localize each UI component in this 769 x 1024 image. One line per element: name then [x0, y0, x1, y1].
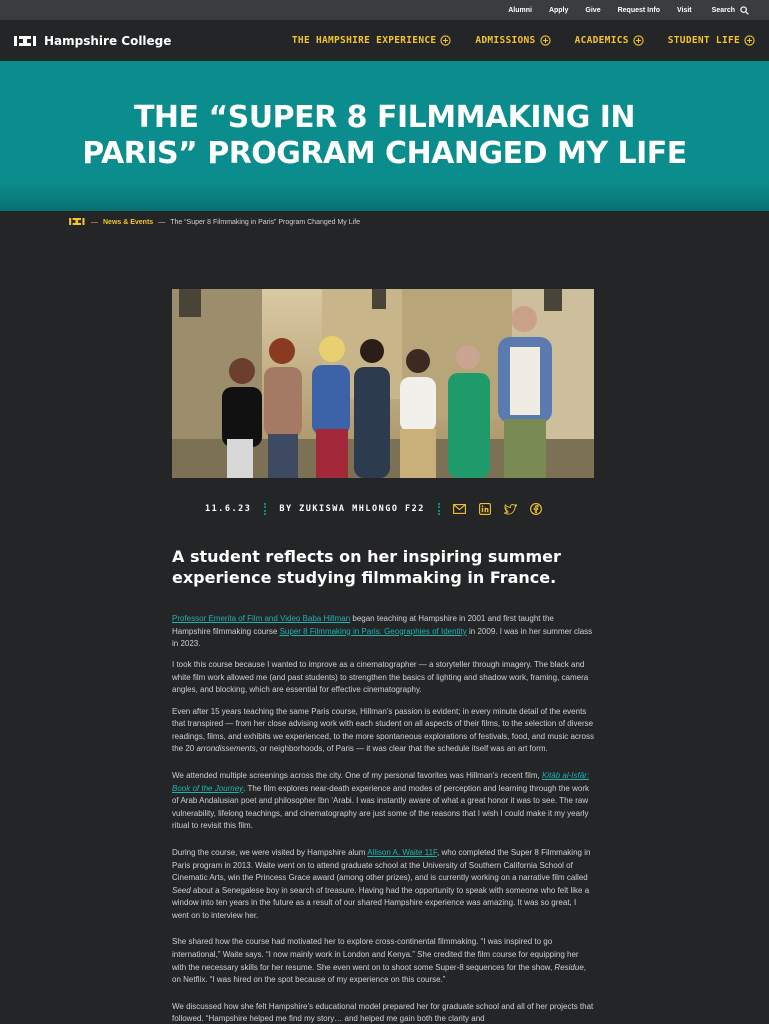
paragraph-text: We attended multiple screenings across the city. One of my personal favorites was Hillman’s recent film, [172, 770, 542, 780]
nav-item-student-life[interactable] [668, 35, 755, 46]
paragraph-text: During the course, we were visited by Hampshire alum [172, 847, 368, 857]
nav-item-label: STUDENT LIFE [667, 35, 740, 46]
plus-circle-icon [540, 35, 551, 46]
breadcrumb [69, 218, 360, 227]
utility-link-alumni[interactable]: Alumni [508, 6, 532, 14]
article-meta [205, 503, 542, 515]
plus-circle-icon [633, 35, 644, 46]
article-paragraph [172, 936, 594, 986]
link-super8-course[interactable]: Super 8 Filmmaking in Paris: Geographies of Identity [279, 626, 467, 636]
plus-circle-icon [744, 35, 755, 46]
paragraph-text: began teaching at Hampshire in 2001 and first taught the Hampshire filmmaking course [172, 614, 554, 636]
paragraph-text: in 2009. I was in her summer class in 2023. [172, 626, 593, 649]
paragraph-text: about a Senegalese boy in search of treasure. Having had the opportunity to speak with someone who felt like a window into ten years in the future as a result of our shared Hampshire experience was amazing. It was so great, I went on to interview her. [172, 885, 590, 920]
breadcrumb-separator: — [91, 219, 98, 226]
utility-link-visit[interactable]: Visit [676, 6, 692, 14]
paragraph-text: , or neighborhoods, of Paris — it was clear that the schedule itself was an art form. [255, 744, 548, 754]
share-links [453, 503, 542, 515]
article-paragraph [172, 770, 594, 833]
paragraph-emphasis: Residue [554, 962, 584, 972]
meta-divider [264, 503, 266, 515]
plus-circle-icon [440, 35, 451, 46]
twitter-icon[interactable] [504, 504, 517, 515]
home-logo-link[interactable] [14, 34, 171, 48]
nav-item-label: ACADEMICS [574, 35, 629, 46]
nav-item-academics[interactable] [575, 35, 644, 46]
search-label: Search [711, 6, 735, 14]
article-lede: A student reflects on her inspiring summer experience studying filmmaking in France. [172, 547, 561, 587]
article-paragraph [172, 706, 594, 756]
paragraph-emphasis: Seed [172, 885, 191, 895]
page-title: THE “SUPER 8 FILMMAKING IN PARIS” PROGRAM CHANGED MY LIFE [82, 100, 687, 171]
paragraph-text: . The film explores near-death experience and modes of perception and learning through the work of Arab Andalusian poet and philosopher Ibn ‘Arabi. I was instantly aware of what a great honor it was to see. The raw vulnerability, lifelong teachings, and cinematography are just some of the reasons that I wish I could make it my yearly ritual to revisit this film. [172, 783, 589, 831]
article-body [172, 546, 594, 1024]
email-icon[interactable] [453, 504, 466, 514]
article-byline: BY ZUKISWA MHLONGO F22 [279, 504, 425, 514]
link-baba-hillman[interactable]: Professor Emerita of Film and Video Baba Hillman [172, 614, 351, 623]
paragraph-text: , who completed the Super 8 Filmmaking in Paris program in 2013. Waite went on to attend graduate school at the University of Southern California School of Cinematic Arts, win the Princess Grace award (among other prizes), and is currently working on a narrative film called [172, 847, 591, 883]
hampshire-logo-icon [14, 36, 38, 46]
nav-item-admissions[interactable] [475, 35, 550, 46]
brand-name: Hampshire College [44, 33, 172, 48]
facebook-icon[interactable] [530, 503, 542, 515]
breadcrumb-home-icon[interactable] [69, 218, 86, 227]
paragraph-emphasis: arrondissements [196, 744, 256, 754]
main-nav [0, 20, 769, 61]
link-allison-waite[interactable]: Allison A. Waite 11F [367, 847, 438, 857]
article-paragraph: I took this course because I wanted to improve as a cinematographer — a storyteller through imagery. The black and white film work allowed me (and past students) to strengthen the basics of lighting and shadow work, framing, camera angles, and blocking, which are essential for effective cinematography. [172, 660, 589, 695]
utility-link-request-info[interactable]: Request Info [617, 6, 660, 14]
article-photo [172, 289, 594, 478]
linkedin-icon[interactable] [479, 503, 491, 515]
film-title-link-text: Kitāb al-Isfār: Book of the Journey [172, 770, 590, 793]
breadcrumb-separator: — [158, 219, 166, 226]
breadcrumb-link-news-events[interactable]: News & Events [103, 219, 154, 226]
hero-banner [0, 61, 769, 211]
breadcrumb-current: The “Super 8 Filmmaking in Paris” Program Changed My Life [170, 219, 361, 226]
paragraph-text: , on Netflix. “I was hired on the spot because of my experience on this course.” [172, 962, 587, 985]
article-paragraph [172, 847, 594, 923]
search-button[interactable] [712, 6, 749, 15]
search-icon [740, 6, 749, 15]
utility-bar [0, 0, 769, 20]
article-paragraph: We discussed how she felt Hampshire’s educational model prepared her for graduate school and all of her projects that followed. “Hampshire helped me find my story… and helped me gain both the clarity and [172, 1001, 594, 1024]
utility-link-give[interactable]: Give [585, 6, 601, 14]
primary-menu [268, 35, 755, 46]
nav-item-label: THE HAMPSHIRE EXPERIENCE [291, 35, 437, 46]
utility-link-apply[interactable]: Apply [548, 6, 569, 14]
article-paragraph [172, 613, 594, 651]
nav-item-hampshire-experience[interactable] [292, 35, 451, 46]
paragraph-text: Even after 15 years teaching the same Paris course, Hillman’s passion is evident; in every minute detail of the events that transpired — from her close advising work with each student on all aspects of their films, to the selection of diverse readings, films, and exhibits we experienced, to the more spontaneous explorations of festivals, food, and music across the 20 [172, 706, 595, 754]
paragraph-text: She shared how the course had motivated her to explore cross-continental filmmaking. “I was inspired to go international,” Waite says. “I now mainly work in London and Kenya.” She credited the film course for equipping her with the necessary skills for her resume. She even went on to shoot some Super-8 sequences for the show, [172, 937, 579, 972]
article-date: 11.6.23 [205, 504, 252, 514]
nav-item-label: ADMISSIONS [475, 35, 536, 46]
meta-divider [438, 503, 440, 515]
